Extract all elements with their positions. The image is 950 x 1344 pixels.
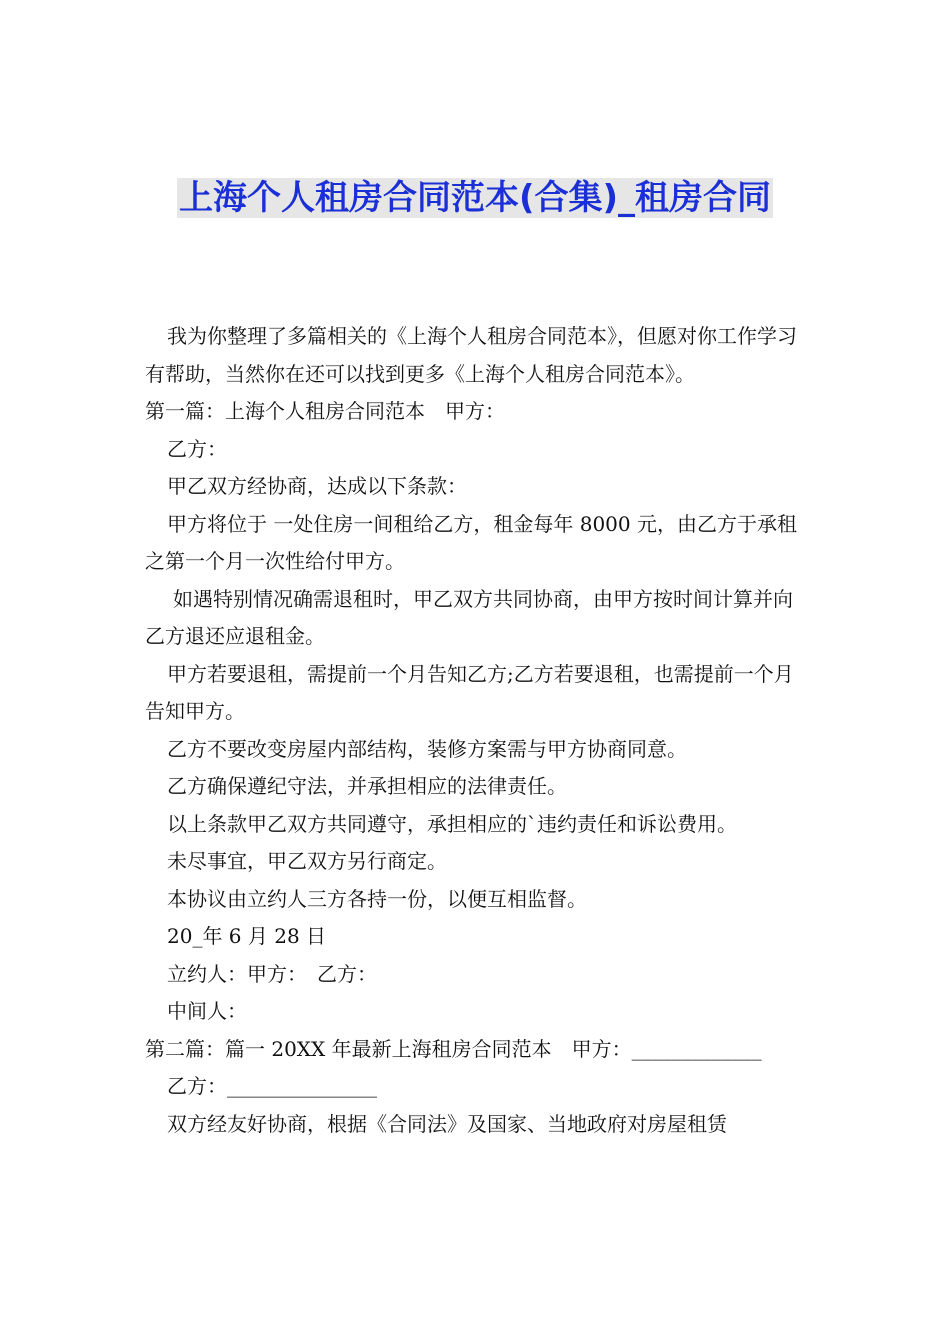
paragraph-party-b: 乙方： xyxy=(167,436,227,461)
paragraph-part-two-heading: 第二篇：篇一 20XX 年最新上海租房合同范本 甲方：_____________ xyxy=(145,1036,762,1061)
paragraph-rent-terms: 甲方将位于 一处住房一间租给乙方，租金每年 8000 元，由乙方于承租之第一个月一次性给付甲方。 xyxy=(145,511,797,573)
paragraph-signatories: 立约人：甲方： 乙方： xyxy=(167,961,377,986)
paragraph-structure: 乙方不要改变房屋内部结构，装修方案需与甲方协商同意。 xyxy=(167,736,687,761)
paragraph-part-one-heading: 第一篇：上海个人租房合同范本 甲方： xyxy=(145,399,505,423)
document-body xyxy=(145,318,810,1143)
document-title-text: 上海个人租房合同范本(合集)_租房合同 xyxy=(178,178,772,218)
paragraph-agreement-intro: 甲乙双方经协商，达成以下条款： xyxy=(167,474,467,498)
paragraph-date: 20_年 6 月 28 日 xyxy=(167,924,327,948)
paragraph-liability: 以上条款甲乙双方共同遵守，承担相应的`违约责任和诉讼费用。 xyxy=(167,811,737,836)
paragraph-intermediary: 中间人： xyxy=(167,999,247,1023)
paragraph-contract-basis: 双方经友好协商，根据《合同法》及国家、当地政府对房屋租赁 xyxy=(167,1111,727,1136)
paragraph-other-matters: 未尽事宜，甲乙双方另行商定。 xyxy=(167,849,447,873)
paragraph-copies: 本协议由立约人三方各持一份，以便互相监督。 xyxy=(167,886,587,911)
paragraph-intro: 我为你整理了多篇相关的《上海个人租房合同范本》，但愿对你工作学习有帮助，当然你在还可以找到更多《上海个人租房合同范本》。 xyxy=(145,324,797,386)
paragraph-special-cases: 如遇特别情况确需退租时，甲乙双方共同协商，由甲方按时间计算并向乙方退还应退租金。 xyxy=(145,586,793,648)
paragraph-termination: 甲方若要退租，需提前一个月告知乙方;乙方若要退租，也需提前一个月告知甲方。 xyxy=(145,661,794,723)
document-title xyxy=(145,170,805,226)
paragraph-law: 乙方确保遵纪守法，并承担相应的法律责任。 xyxy=(167,774,567,798)
paragraph-party-b-blank: 乙方：_______________ xyxy=(167,1074,377,1098)
